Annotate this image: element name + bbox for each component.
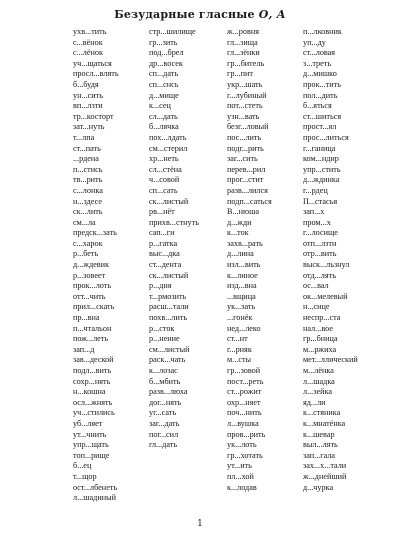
word-item: сл...дать [149,111,178,121]
word-item: ...рдена [73,154,99,164]
word-item: р...гатка [149,238,178,248]
word-item: изл...вить [227,260,261,270]
word-item: стр...шилище [149,27,196,36]
word-item: ук...лоть [227,440,257,450]
word-item: разв...люха [149,387,188,397]
word-item: нал...вое [303,323,333,333]
word-item: см...листый [149,344,190,354]
word-item: з...треть [303,58,332,68]
word-item: П...стасья [303,196,338,206]
word-item: г...лубиный [227,90,267,100]
word-item: ст...дента [149,260,182,270]
word-item: упр...стить [303,164,341,174]
word-item: ч...совой [149,175,180,185]
word-item: л...зейка [303,387,332,397]
word-item: под...брел [149,48,184,58]
word-item: зат...нуть [73,122,105,132]
word-item: г...лосище [303,228,338,238]
word-item: уч...стились [73,408,115,418]
word-item: н...здесе [73,196,102,206]
word-item: предск...зать [73,228,117,238]
word-item: ухв...тить [73,27,107,36]
word-item: пох...лдать [149,132,187,142]
word-item: ут...чнить [73,429,107,439]
word-item: безг...ловый [227,122,269,132]
word-item: см...ла [73,217,96,227]
word-item: раск...чать [149,355,186,365]
word-item: пот...стеть [227,101,263,111]
word-item: сп...сать [149,185,178,195]
word-item: уб...ляет [73,418,103,428]
word-item: отт...чить [73,291,106,301]
word-item: б...будя [73,79,99,89]
word-item: неспр...ста [303,313,341,323]
word-item: упр...щать [73,440,109,450]
word-item: укр...шать [227,79,263,89]
word-item: д...чурка [303,482,334,492]
word-item: т...рмозить [149,291,187,301]
word-item: р...нение [149,334,180,344]
word-item: б...лячка [149,122,179,132]
word-item: к...шевар [303,429,335,439]
word-item: гр...битель [227,58,265,68]
word-item: выс...дка [149,249,180,259]
word-item: изд...вна [227,281,257,291]
word-item: ст...рожит [227,387,262,397]
word-item: пол...дить [303,90,338,100]
word-item: сп...снсь [149,79,179,89]
word-item: отр...вить [303,249,337,259]
word-item: с...вёнок [73,37,103,47]
word-item: зах...х...тали [303,461,347,471]
word-item: г...ганица [303,143,336,153]
word-item: д...мишко [303,69,337,79]
word-item: захв...рать [227,238,263,248]
word-item: гр...хотать [227,450,263,460]
word-item: д...мище [149,90,179,100]
word-item: охр...няет [227,397,261,407]
word-item: яд...ли [303,397,326,407]
word-item: т...лпа [73,132,95,142]
word-item: м...сты [227,355,252,365]
word-item: п...чтальон [73,323,112,333]
word-item: гл...зёнки [227,48,260,58]
word-item: пр...вна [73,313,100,323]
title-main: Безударные гласные [114,8,255,21]
word-item: ск...лить [73,207,103,217]
word-item: зап...д [73,344,95,354]
word-item: прог...стит [227,175,264,185]
word-item: п...лковник [303,27,342,36]
word-columns [0,27,400,507]
word-item: гр...зить [149,37,178,47]
word-item: заг...дать [149,418,180,428]
word-item: г...рдец [303,185,328,195]
word-item: б...мбить [149,376,181,386]
word-item: к...лозас [149,366,178,375]
word-item: прос...литься [303,132,349,142]
word-item: гр...бница [303,334,338,344]
word-item: подп...саться [227,196,272,206]
word-item: зав...деской [73,355,114,365]
word-item: ост...лбенеть [73,482,118,492]
word-item: ст...ловая [303,48,336,58]
word-item: др...восек [149,58,183,68]
word-item: пром...х [303,217,331,227]
word-item: п...стись [73,164,103,174]
word-item: гл...зища [227,37,258,47]
word-item: топ...рище [73,450,110,460]
word-item: выл...лять [303,440,338,450]
word-item: поч...нить [227,408,262,418]
word-item: дог...нять [149,397,182,407]
word-item: ск...листый [149,270,189,280]
word-item: р...сток [149,323,175,333]
word-item: к...стяника [303,408,341,418]
title-letters: О, А [258,8,286,21]
word-item: прил...скать [73,302,115,312]
word-item: ск...листый [149,196,189,206]
word-item: ...вщица [227,291,256,301]
word-item: отп...лзти [303,238,337,248]
word-item: зап...х [303,207,325,217]
word-item: см...стерил [149,143,188,153]
word-item: пост...реть [227,376,264,386]
word-item: л...шадка [303,376,335,386]
word-item: ж...ровня [227,27,259,36]
word-item: перев...рил [227,164,266,174]
word-item: к...мнатёнка [303,418,346,428]
word-item: ст...нт [227,334,248,344]
page-number: 1 [197,519,203,529]
word-item: пог...сил [149,429,179,439]
word-item: ок...мелевый [303,291,348,301]
word-item: л...шадиный [73,493,116,503]
word-item: ун...сить [73,90,103,100]
word-item: с...лонка [73,185,103,195]
word-item: прок...лоть [73,281,112,291]
word-item: прок...тить [303,79,341,89]
word-item: с...харок [73,238,103,248]
word-item: вп...лзти [73,101,103,111]
word-item: н...кошна [73,387,106,397]
word-item: сп...дать [149,69,179,79]
word-item: отд...лять [303,270,336,280]
word-item: к...ток [227,228,249,238]
word-item: к...сец [149,101,171,111]
word-item: подг...рить [227,143,264,153]
word-item: зап...гала [303,450,336,460]
word-item: заг...сить [227,154,258,164]
word-item: ст...пать [73,143,101,153]
word-item: хр...неть [149,154,179,164]
word-item: ж...днейший [303,471,347,481]
word-item: рв...нёт [149,207,175,217]
word-item: к...линое [227,270,258,280]
word-item: похв...лить [149,313,188,323]
word-item: ...гонёк [227,313,253,323]
word-item: с...лёнок [73,48,103,58]
word-item: ут...ить [227,461,252,471]
word-item: р...дня [149,281,172,291]
word-item: уч...щаться [73,58,112,68]
word-item: к...лодав [227,482,257,492]
word-item: пож...леть [73,334,109,344]
word-item: м...ржиха [303,344,337,354]
word-item: пл...хой [227,471,254,481]
word-item: ком...ндир [303,154,339,164]
word-item: прост...ял [303,122,337,132]
word-item: нед...леко [227,323,261,333]
word-item: просл...влять [73,69,119,79]
word-item: В...нюша [227,207,260,217]
word-item: р...беть [73,249,99,259]
word-item: гл...дать [149,440,178,450]
word-item: уп...ду [303,37,326,47]
word-item: прихв...стнуть [149,217,199,227]
word-item: ук...зать [227,302,256,312]
word-item: р...зовеет [73,270,106,280]
word-item: ст...шиться [303,111,342,121]
word-item: г...рняк [227,344,252,354]
word-item: д...ждинка [303,175,340,185]
word-item: б...ец [73,461,92,471]
word-item: д...лина [227,249,254,259]
word-item: осл...жнять [73,397,113,407]
word-item: уг...сать [149,408,177,418]
word-item: узн...вать [227,111,260,121]
word-item: расш...тали [149,302,189,312]
word-item: д...ждевик [73,260,109,270]
word-item: сл...стёна [149,164,182,174]
word-item: б...яться [303,101,332,111]
word-item: ос...вал [303,281,329,291]
word-item: тв...рить [73,175,103,185]
word-item: выск...льзнул [303,260,350,270]
word-item: мет...ллический [303,355,358,365]
word-item: м...лёнка [303,366,334,375]
word-item: разв...лился [227,185,268,195]
word-item: пос...лить [227,132,262,142]
page-title [0,8,400,21]
word-item: сап...ги [149,228,175,238]
word-item: подл...вить [73,366,112,375]
word-item: сохр...нять [73,376,111,386]
word-column-4 [303,27,395,493]
word-item: тр...косторт [73,111,114,121]
word-item: н...сице [303,302,330,312]
word-item: гр...пит [227,69,253,79]
word-item: т...щор [73,471,97,481]
word-item: л...вушка [227,418,259,428]
word-item: пров...рить [227,429,266,439]
word-item: д...жди [227,217,252,227]
word-item: гр...зовой [227,366,261,375]
